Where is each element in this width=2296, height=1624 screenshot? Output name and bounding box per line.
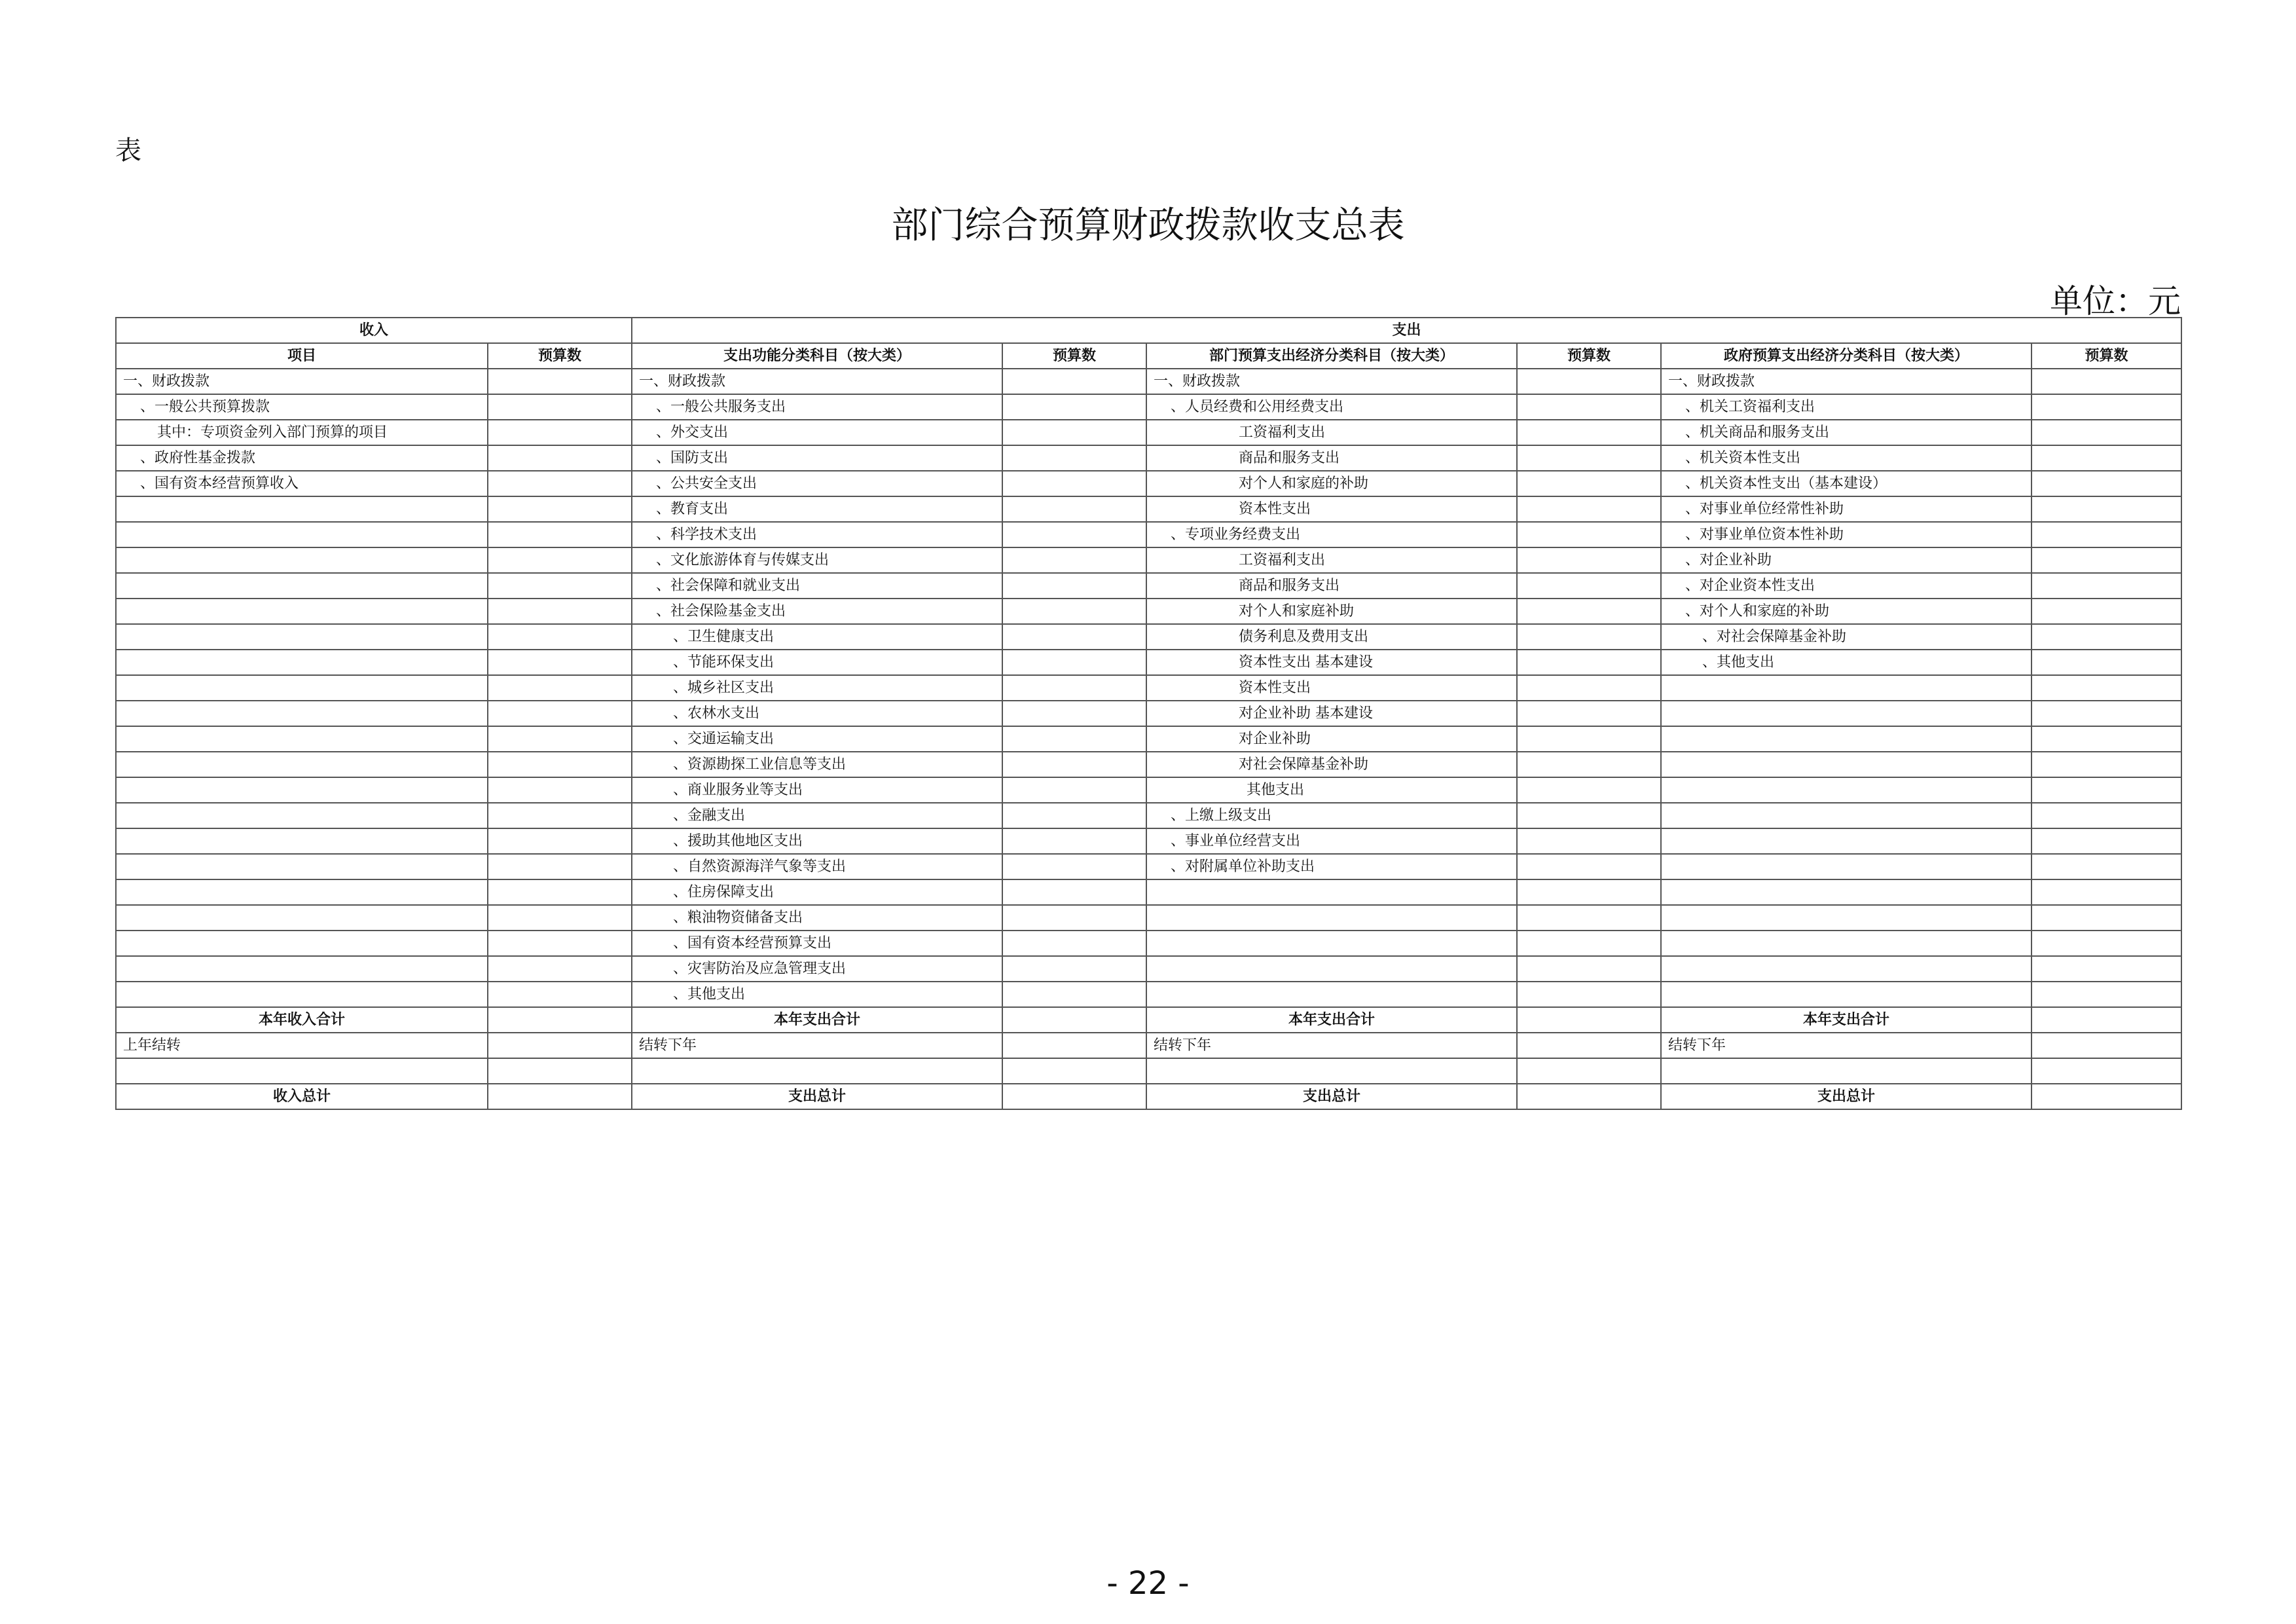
dept-economic-item-cell: 资本性支出 基本建设 [1146, 650, 1517, 675]
gov-economic-item-cell: 、其他支出 [1661, 650, 2032, 675]
functional-item-cell: 、其他支出 [632, 982, 1002, 1007]
budget-cell [1002, 522, 1146, 547]
empty-row [116, 1058, 2181, 1084]
budget-cell [488, 1084, 632, 1109]
budget-cell [1002, 982, 1146, 1007]
budget-cell [488, 803, 632, 828]
income-item-cell [116, 547, 488, 573]
dept-economic-item-cell [1146, 982, 1517, 1007]
income-group-header: 收入 [116, 318, 632, 343]
budget-column-header: 预算数 [488, 343, 632, 369]
budget-column-header: 预算数 [2032, 343, 2181, 369]
budget-cell [488, 1007, 632, 1033]
budget-cell [488, 931, 632, 956]
budget-cell [1517, 803, 1661, 828]
functional-item-cell: 、商业服务业等支出 [632, 777, 1002, 803]
income-item-cell [116, 803, 488, 828]
table-row [116, 624, 2181, 650]
functional-item-cell: 、城乡社区支出 [632, 675, 1002, 701]
dept-economic-item-cell: 对个人和家庭的补助 [1146, 471, 1517, 496]
income-total-label: 收入总计 [116, 1084, 488, 1109]
carry-forward-label: 结转下年 [632, 1033, 1002, 1058]
budget-cell [1517, 471, 1661, 496]
functional-item-cell: 、节能环保支出 [632, 650, 1002, 675]
budget-cell [2032, 828, 2181, 854]
page-number: - 22 - [1106, 1565, 1190, 1602]
gov-economic-item-cell [1661, 752, 2032, 777]
table-row [116, 701, 2181, 726]
functional-item-cell: 、公共安全支出 [632, 471, 1002, 496]
dept-economic-item-cell: 工资福利支出 [1146, 547, 1517, 573]
income-item-cell [116, 828, 488, 854]
budget-cell [2032, 982, 2181, 1007]
table-row [116, 496, 2181, 522]
budget-cell [2032, 522, 2181, 547]
budget-cell [2032, 624, 2181, 650]
budget-cell [488, 420, 632, 445]
table-row [116, 394, 2181, 420]
empty-cell [632, 1058, 1002, 1084]
dept-economic-item-cell [1146, 931, 1517, 956]
dept-economic-item-cell: 一、财政拨款 [1146, 369, 1517, 394]
income-item-cell [116, 854, 488, 879]
budget-cell [1517, 624, 1661, 650]
income-item-cell [116, 982, 488, 1007]
budget-cell [1002, 369, 1146, 394]
budget-cell [488, 828, 632, 854]
functional-item-cell: 、一般公共服务支出 [632, 394, 1002, 420]
table-row [116, 905, 2181, 931]
income-item-cell [116, 956, 488, 982]
budget-cell [2032, 369, 2181, 394]
budget-cell [488, 675, 632, 701]
gov-economic-item-cell: 、对个人和家庭的补助 [1661, 599, 2032, 624]
functional-item-cell: 、援助其他地区支出 [632, 828, 1002, 854]
empty-cell [1146, 1058, 1517, 1084]
gov-economic-item-cell [1661, 701, 2032, 726]
budget-cell [2032, 599, 2181, 624]
budget-cell [1517, 547, 1661, 573]
gov-economic-item-cell [1661, 982, 2032, 1007]
budget-cell [1517, 675, 1661, 701]
income-item-cell [116, 573, 488, 599]
functional-item-cell: 、交通运输支出 [632, 726, 1002, 752]
group-header-row [116, 318, 2181, 343]
budget-cell [1002, 573, 1146, 599]
carryover-row [116, 1033, 2181, 1058]
gov-economic-item-cell: 、机关商品和服务支出 [1661, 420, 2032, 445]
budget-cell [1002, 726, 1146, 752]
table-row [116, 726, 2181, 752]
budget-cell [1517, 650, 1661, 675]
budget-cell [2032, 777, 2181, 803]
budget-cell [488, 905, 632, 931]
budget-cell [488, 573, 632, 599]
budget-cell [1517, 522, 1661, 547]
budget-cell [488, 369, 632, 394]
gov-economic-item-cell: 、对企业补助 [1661, 547, 2032, 573]
budget-cell [2032, 803, 2181, 828]
gov-economic-item-cell: 、机关工资福利支出 [1661, 394, 2032, 420]
item-column-header: 项目 [116, 343, 488, 369]
table-row [116, 879, 2181, 905]
dept-economic-item-cell: 商品和服务支出 [1146, 445, 1517, 471]
gov-economic-item-cell: 、对事业单位经常性补助 [1661, 496, 2032, 522]
budget-cell [1002, 879, 1146, 905]
budget-column-header: 预算数 [1002, 343, 1146, 369]
budget-cell [1002, 675, 1146, 701]
functional-item-cell: 、农林水支出 [632, 701, 1002, 726]
budget-cell [1002, 624, 1146, 650]
gov-economic-item-cell [1661, 828, 2032, 854]
budget-cell [488, 777, 632, 803]
functional-item-cell: 、粮油物资储备支出 [632, 905, 1002, 931]
gov-economic-item-cell [1661, 803, 2032, 828]
budget-cell [1517, 879, 1661, 905]
budget-cell [488, 726, 632, 752]
budget-cell [2032, 956, 2181, 982]
budget-cell [488, 854, 632, 879]
functional-item-cell: 、灾害防治及应急管理支出 [632, 956, 1002, 982]
gov-economic-item-cell [1661, 931, 2032, 956]
gov-economic-item-cell [1661, 726, 2032, 752]
income-item-cell: 其中：专项资金列入部门预算的项目 [116, 420, 488, 445]
gov-economic-item-cell: 、对企业资本性支出 [1661, 573, 2032, 599]
income-item-cell [116, 675, 488, 701]
dept-economic-item-cell: 、专项业务经费支出 [1146, 522, 1517, 547]
income-item-cell: 一、财政拨款 [116, 369, 488, 394]
table-body [116, 369, 2181, 1007]
dept-economic-item-cell [1146, 879, 1517, 905]
budget-cell [1002, 471, 1146, 496]
functional-column-header: 支出功能分类科目（按大类） [632, 343, 1002, 369]
budget-cell [1517, 777, 1661, 803]
dept-economic-item-cell: 债务利息及费用支出 [1146, 624, 1517, 650]
carry-forward-label: 结转下年 [1661, 1033, 2032, 1058]
table-row [116, 675, 2181, 701]
income-item-cell [116, 777, 488, 803]
budget-cell [1002, 905, 1146, 931]
budget-cell [2032, 701, 2181, 726]
expenditure-year-total-label: 本年支出合计 [632, 1007, 1002, 1033]
budget-cell [1517, 1084, 1661, 1109]
dept-economic-item-cell: 对社会保障基金补助 [1146, 752, 1517, 777]
income-item-cell [116, 905, 488, 931]
functional-item-cell: 、金融支出 [632, 803, 1002, 828]
dept-economic-item-cell: 、人员经费和公用经费支出 [1146, 394, 1517, 420]
budget-cell [2032, 420, 2181, 445]
budget-cell [1517, 956, 1661, 982]
functional-item-cell: 、资源勘探工业信息等支出 [632, 752, 1002, 777]
budget-cell [1002, 1033, 1146, 1058]
empty-cell [116, 1058, 488, 1084]
income-item-cell [116, 650, 488, 675]
budget-cell [2032, 854, 2181, 879]
table-row [116, 650, 2181, 675]
unit-label: 单位：元 [2050, 282, 2181, 320]
budget-cell [1517, 982, 1661, 1007]
dept-economic-item-cell: 工资福利支出 [1146, 420, 1517, 445]
gov-economic-item-cell: 一、财政拨款 [1661, 369, 2032, 394]
gov-economic-item-cell [1661, 854, 2032, 879]
budget-cell [2032, 1084, 2181, 1109]
budget-cell [2032, 445, 2181, 471]
gov-economic-item-cell [1661, 777, 2032, 803]
income-item-cell [116, 599, 488, 624]
income-item-cell [116, 496, 488, 522]
grand-total-row [116, 1084, 2181, 1109]
budget-cell [1002, 777, 1146, 803]
budget-cell [488, 471, 632, 496]
budget-column-header: 预算数 [1517, 343, 1661, 369]
gov-economic-item-cell: 、对社会保障基金补助 [1661, 624, 2032, 650]
table-row [116, 828, 2181, 854]
dept-economic-item-cell: 对企业补助 基本建设 [1146, 701, 1517, 726]
table-row [116, 369, 2181, 394]
dept-economic-item-cell [1146, 956, 1517, 982]
budget-cell [1517, 1058, 1661, 1084]
budget-cell [1517, 394, 1661, 420]
income-item-cell: 、政府性基金拨款 [116, 445, 488, 471]
empty-cell [1661, 1058, 2032, 1084]
dept-economic-item-cell: 、上缴上级支出 [1146, 803, 1517, 828]
table-row [116, 931, 2181, 956]
income-item-cell: 、一般公共预算拨款 [116, 394, 488, 420]
income-item-cell [116, 931, 488, 956]
functional-item-cell: 、自然资源海洋气象等支出 [632, 854, 1002, 879]
functional-item-cell: 、卫生健康支出 [632, 624, 1002, 650]
budget-cell [488, 522, 632, 547]
expenditure-group-header: 支出 [632, 318, 2181, 343]
functional-item-cell: 、科学技术支出 [632, 522, 1002, 547]
budget-cell [2032, 547, 2181, 573]
budget-cell [2032, 726, 2181, 752]
dept-economic-item-cell: 、对附属单位补助支出 [1146, 854, 1517, 879]
budget-cell [1517, 599, 1661, 624]
income-item-cell [116, 726, 488, 752]
budget-cell [2032, 1058, 2181, 1084]
table-row [116, 599, 2181, 624]
budget-cell [1517, 445, 1661, 471]
functional-item-cell: 一、财政拨款 [632, 369, 1002, 394]
gov-economic-item-cell [1661, 956, 2032, 982]
income-item-cell [116, 624, 488, 650]
functional-item-cell: 、社会保险基金支出 [632, 599, 1002, 624]
budget-summary-table [115, 317, 2182, 1110]
budget-cell [2032, 879, 2181, 905]
expenditure-total-label: 支出总计 [632, 1084, 1002, 1109]
dept-economic-item-cell: 资本性支出 [1146, 675, 1517, 701]
functional-item-cell: 、外交支出 [632, 420, 1002, 445]
budget-cell [1002, 956, 1146, 982]
income-item-cell [116, 879, 488, 905]
functional-item-cell: 、国防支出 [632, 445, 1002, 471]
budget-cell [488, 982, 632, 1007]
budget-cell [2032, 471, 2181, 496]
gov-economic-item-cell [1661, 879, 2032, 905]
dept-economic-item-cell: 对企业补助 [1146, 726, 1517, 752]
budget-cell [488, 547, 632, 573]
document-title: 部门综合预算财政拨款收支总表 [891, 204, 1405, 247]
budget-cell [2032, 573, 2181, 599]
budget-cell [1002, 803, 1146, 828]
budget-cell [1517, 905, 1661, 931]
budget-cell [488, 879, 632, 905]
budget-cell [1517, 701, 1661, 726]
gov-economic-item-cell [1661, 905, 2032, 931]
gov-economic-column-header: 政府预算支出经济分类科目（按大类） [1661, 343, 2032, 369]
table-row [116, 547, 2181, 573]
budget-cell [1002, 420, 1146, 445]
budget-cell [1002, 854, 1146, 879]
budget-cell [2032, 905, 2181, 931]
table-row [116, 854, 2181, 879]
income-item-cell [116, 522, 488, 547]
income-year-total-label: 本年收入合计 [116, 1007, 488, 1033]
dept-economic-column-header: 部门预算支出经济分类科目（按大类） [1146, 343, 1517, 369]
functional-item-cell: 、国有资本经营预算支出 [632, 931, 1002, 956]
budget-cell [1002, 752, 1146, 777]
budget-cell [1517, 828, 1661, 854]
income-item-cell: 、国有资本经营预算收入 [116, 471, 488, 496]
gov-economic-item-cell: 、机关资本性支出 [1661, 445, 2032, 471]
dept-economic-item-cell [1146, 905, 1517, 931]
dept-economic-item-cell: 商品和服务支出 [1146, 573, 1517, 599]
budget-cell [1517, 420, 1661, 445]
budget-cell [1517, 496, 1661, 522]
table-row [116, 445, 2181, 471]
budget-cell [488, 752, 632, 777]
budget-cell [488, 445, 632, 471]
budget-cell [1517, 573, 1661, 599]
budget-cell [1002, 1084, 1146, 1109]
gov-economic-item-cell [1661, 675, 2032, 701]
budget-cell [2032, 496, 2181, 522]
dept-economic-item-cell: 对个人和家庭补助 [1146, 599, 1517, 624]
budget-cell [2032, 394, 2181, 420]
budget-cell [488, 394, 632, 420]
carry-forward-label: 结转下年 [1146, 1033, 1517, 1058]
budget-cell [1002, 931, 1146, 956]
budget-cell [1002, 599, 1146, 624]
dept-economic-item-cell: 、事业单位经营支出 [1146, 828, 1517, 854]
budget-cell [488, 496, 632, 522]
budget-cell [2032, 650, 2181, 675]
table-row [116, 777, 2181, 803]
prior-carryover-label: 上年结转 [116, 1033, 488, 1058]
budget-cell [1002, 547, 1146, 573]
column-header-row [116, 343, 2181, 369]
budget-cell [2032, 931, 2181, 956]
budget-cell [2032, 1033, 2181, 1058]
budget-cell [488, 701, 632, 726]
corner-label: 表 [115, 136, 141, 166]
budget-cell [1517, 726, 1661, 752]
budget-cell [1002, 1058, 1146, 1084]
table-row [116, 982, 2181, 1007]
budget-cell [2032, 675, 2181, 701]
income-item-cell [116, 752, 488, 777]
income-item-cell [116, 701, 488, 726]
gov-economic-item-cell: 、机关资本性支出（基本建设） [1661, 471, 2032, 496]
budget-cell [1002, 1007, 1146, 1033]
budget-cell [1002, 496, 1146, 522]
functional-item-cell: 、文化旅游体育与传媒支出 [632, 547, 1002, 573]
functional-item-cell: 、教育支出 [632, 496, 1002, 522]
table-row [116, 522, 2181, 547]
functional-item-cell: 、社会保障和就业支出 [632, 573, 1002, 599]
expenditure-year-total-label: 本年支出合计 [1661, 1007, 2032, 1033]
budget-cell [1002, 701, 1146, 726]
budget-cell [488, 599, 632, 624]
budget-cell [488, 956, 632, 982]
table-row [116, 752, 2181, 777]
budget-cell [1517, 752, 1661, 777]
functional-item-cell: 、住房保障支出 [632, 879, 1002, 905]
budget-cell [2032, 1007, 2181, 1033]
budget-cell [1517, 1033, 1661, 1058]
table-row [116, 803, 2181, 828]
budget-cell [1002, 828, 1146, 854]
budget-cell [1002, 650, 1146, 675]
table-row [116, 956, 2181, 982]
expenditure-total-label: 支出总计 [1661, 1084, 2032, 1109]
expenditure-year-total-label: 本年支出合计 [1146, 1007, 1517, 1033]
dept-economic-item-cell: 其他支出 [1146, 777, 1517, 803]
table-row [116, 471, 2181, 496]
table-row [116, 573, 2181, 599]
year-total-row [116, 1007, 2181, 1033]
budget-cell [1517, 369, 1661, 394]
budget-cell [488, 1058, 632, 1084]
budget-cell [488, 1033, 632, 1058]
budget-cell [1002, 394, 1146, 420]
budget-cell [488, 624, 632, 650]
gov-economic-item-cell: 、对事业单位资本性补助 [1661, 522, 2032, 547]
budget-cell [1517, 1007, 1661, 1033]
budget-cell [1517, 854, 1661, 879]
table-row [116, 420, 2181, 445]
budget-cell [488, 650, 632, 675]
dept-economic-item-cell: 资本性支出 [1146, 496, 1517, 522]
expenditure-total-label: 支出总计 [1146, 1084, 1517, 1109]
budget-cell [1517, 931, 1661, 956]
budget-cell [1002, 445, 1146, 471]
budget-cell [2032, 752, 2181, 777]
